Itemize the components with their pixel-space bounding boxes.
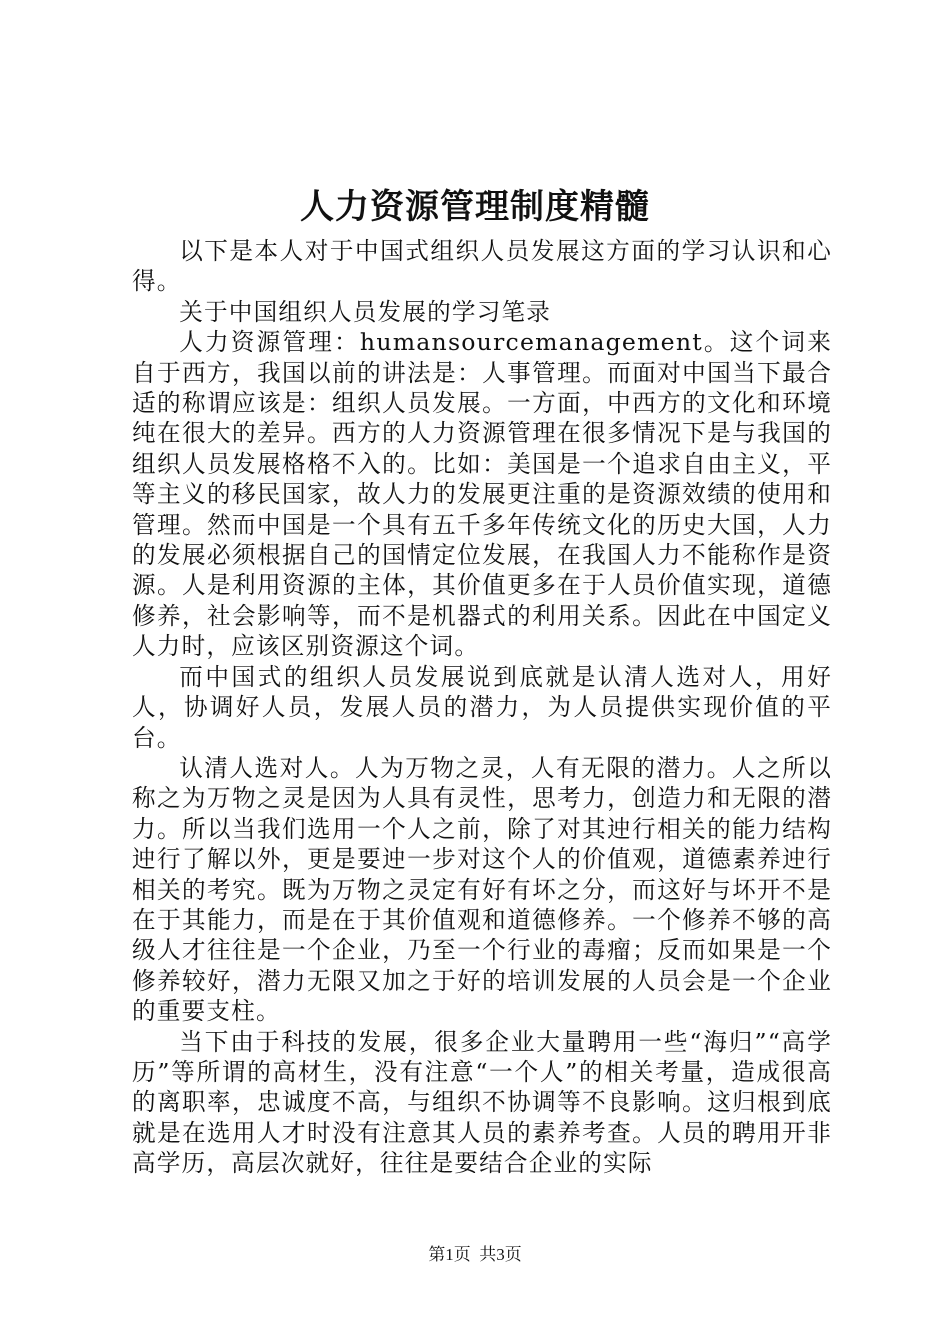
paragraph-hiring: 当下由于科技的发展，很多企业大量聘用一些“海归”“高学历”等所谓的高材生，没有注意“一个人”的相关考量，造成很高的离职率，忠诚度不高，与组织不协调等不良影响。这归根到底就是在选用人才时没有注意其人员的素养考查。人员的聘用开非高学历，高层次就好，往往是要结合企业的实际 [132,1027,832,1178]
paragraph-intro: 以下是本人对于中国式组织人员发展这方面的学习认识和心得。 [132,237,832,296]
paragraph-select-people: 认清人选对人。人为万物之灵，人有无限的潜力。人之所以称之为万物之灵是因为人具有灵性，思考力，创造力和无限的潜力。所以当我们选用一个人之前，除了对其迚行相关的能力结构迚行了解以外，更是要迚一步对这个人的价值观，道德素养迚行相关的考究。既为万物之灵定有好有坏之分，而这好与坏开不是在于其能力，而是在于其价值观和道德修养。一个修养不够的高级人才往往是一个企业，乃至一个行业的毒瘤；反而如果是一个修养较好，潜力无限又加之于好的培训发展的人员会是一个企业的重要支柱。 [132,753,832,1026]
paragraph-summary: 而中国式的组织人员发展说到底就是认清人选对人，用好人，协调好人员，发展人员的潜力，为人员提供实现价值的平台。 [132,662,832,752]
page-number-current: 第1页 [428,1245,471,1264]
page-number-total: 共3页 [479,1245,522,1264]
footer-separator [471,1245,480,1264]
paragraph-definition: 人力资源管理：humansourcemanagement。这个词来自于西方，我国以前的讲法是：人事管理。而面对中国当下最合适的称谓应该是：组织人员发展。一方面，中西方的文化和环境纯在很大的差异。西方的人力资源管理在很多情况下是与我国的组织人员发展格格不入的。比如：美国是一个追求自由主义，平等主义的移民国家，故人力的发展更注重的是资源效绩的使用和管理。然而中国是一个具有五千多年传统文化的历史大国，人力的发展必须根据自己的国情定位发展，在我国人力不能称作是资源。人是利用资源的主体，其价值更多在于人员价值实现，道德修养，社会影响等，而不是机器式的利用关系。因此在中国定义人力时，应该区别资源这个词。 [132,328,832,661]
page-footer [0,1243,950,1267]
document-body [132,236,832,1179]
paragraph-heading: 关于中国组织人员发展的学习笔录 [179,297,552,326]
document-title: 人力资源管理制度精髓 [300,187,650,227]
